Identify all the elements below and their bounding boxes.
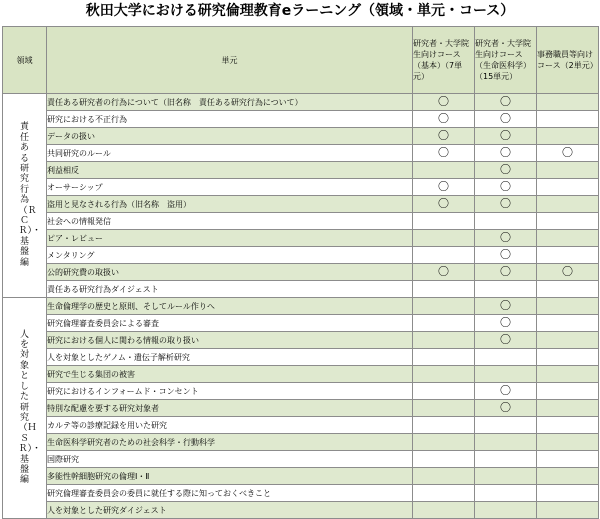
table-row xyxy=(3,128,599,145)
circle-mark-icon: 〇 xyxy=(500,231,511,244)
header-course-staff: 事務職員等向けコース（2単元） xyxy=(537,27,599,94)
course-mark-cell-3 xyxy=(537,264,599,281)
table-row xyxy=(3,315,599,332)
domain-hsr xyxy=(3,298,47,519)
table-row xyxy=(3,230,599,247)
unit-cell: 研究におけるインフォームド・コンセント xyxy=(47,383,413,400)
unit-cell: 生命倫理学の歴史と原則、そしてルール作りへ xyxy=(47,298,413,315)
course-mark-cell-1 xyxy=(413,315,475,332)
unit-cell: オーサーシップ xyxy=(47,179,413,196)
header-unit: 単元 xyxy=(47,27,413,94)
course-mark-cell-3 xyxy=(537,230,599,247)
course-mark-cell-3 xyxy=(537,196,599,213)
unit-cell: 責任ある研究者の行為について（旧名称 責任ある研究行為について） xyxy=(47,94,413,111)
circle-mark-icon: 〇 xyxy=(438,180,449,193)
course-table xyxy=(2,26,599,519)
course-mark-cell-2 xyxy=(475,264,537,281)
course-mark-cell-3 xyxy=(537,434,599,451)
table-row xyxy=(3,468,599,485)
course-mark-cell-3 xyxy=(537,213,599,230)
course-mark-cell-3 xyxy=(537,366,599,383)
unit-cell: データの扱い xyxy=(47,128,413,145)
course-mark-cell-1 xyxy=(413,298,475,315)
domain-rcr xyxy=(3,94,47,298)
circle-mark-icon: 〇 xyxy=(500,129,511,142)
course-mark-cell-2 xyxy=(475,383,537,400)
circle-mark-icon: 〇 xyxy=(500,299,511,312)
course-mark-cell-3 xyxy=(537,111,599,128)
course-mark-cell-1 xyxy=(413,400,475,417)
course-mark-cell-2 xyxy=(475,128,537,145)
table-row xyxy=(3,417,599,434)
course-mark-cell-1 xyxy=(413,502,475,519)
table-row xyxy=(3,451,599,468)
unit-cell: 多能性幹細胞研究の倫理Ⅰ・Ⅱ xyxy=(47,468,413,485)
course-mark-cell-3 xyxy=(537,400,599,417)
circle-mark-icon: 〇 xyxy=(500,180,511,193)
unit-cell: 研究で生じる集団の被害 xyxy=(47,366,413,383)
unit-cell: メンタリング xyxy=(47,247,413,264)
course-mark-cell-3 xyxy=(537,383,599,400)
unit-cell: 研究倫理審査委員会の委員に就任する際に知っておくべきこと xyxy=(47,485,413,502)
unit-cell: 特別な配慮を要する研究対象者 xyxy=(47,400,413,417)
table-row xyxy=(3,298,599,315)
circle-mark-icon: 〇 xyxy=(500,316,511,329)
circle-mark-icon: 〇 xyxy=(562,146,573,159)
table-row xyxy=(3,213,599,230)
unit-cell: 人を対象としたゲノム・遺伝子解析研究 xyxy=(47,349,413,366)
course-mark-cell-1 xyxy=(413,128,475,145)
course-mark-cell-1 xyxy=(413,349,475,366)
course-mark-cell-3 xyxy=(537,145,599,162)
circle-mark-icon: 〇 xyxy=(500,146,511,159)
header-row xyxy=(3,27,599,94)
table-row xyxy=(3,281,599,298)
course-mark-cell-3 xyxy=(537,315,599,332)
course-mark-cell-3 xyxy=(537,94,599,111)
header-course-biomedical: 研究者・大学院生向けコース（生命医科学）（15単元） xyxy=(475,27,537,94)
circle-mark-icon: 〇 xyxy=(562,265,573,278)
unit-cell: 国際研究 xyxy=(47,451,413,468)
course-mark-cell-1 xyxy=(413,468,475,485)
table-row xyxy=(3,111,599,128)
domain-label: 人を対象とした研究（ＨＳＲ）・基盤編 xyxy=(18,329,42,486)
course-mark-cell-2 xyxy=(475,145,537,162)
course-mark-cell-1 xyxy=(413,247,475,264)
table-row xyxy=(3,247,599,264)
table-row xyxy=(3,162,599,179)
table-row xyxy=(3,383,599,400)
course-mark-cell-1 xyxy=(413,451,475,468)
course-mark-cell-3 xyxy=(537,485,599,502)
circle-mark-icon: 〇 xyxy=(438,129,449,142)
table-row xyxy=(3,94,599,111)
course-mark-cell-1 xyxy=(413,94,475,111)
table-row xyxy=(3,196,599,213)
circle-mark-icon: 〇 xyxy=(438,146,449,159)
course-mark-cell-1 xyxy=(413,281,475,298)
course-mark-cell-2 xyxy=(475,451,537,468)
circle-mark-icon: 〇 xyxy=(438,95,449,108)
course-mark-cell-3 xyxy=(537,247,599,264)
unit-cell: 研究における不正行為 xyxy=(47,111,413,128)
circle-mark-icon: 〇 xyxy=(500,384,511,397)
course-mark-cell-3 xyxy=(537,468,599,485)
course-mark-cell-1 xyxy=(413,332,475,349)
unit-cell: 社会への情報発信 xyxy=(47,213,413,230)
course-mark-cell-2 xyxy=(475,247,537,264)
table-row xyxy=(3,264,599,281)
course-mark-cell-2 xyxy=(475,485,537,502)
unit-cell: 公的研究費の取扱い xyxy=(47,264,413,281)
course-mark-cell-1 xyxy=(413,111,475,128)
course-mark-cell-3 xyxy=(537,179,599,196)
course-mark-cell-2 xyxy=(475,94,537,111)
course-mark-cell-3 xyxy=(537,502,599,519)
table-row xyxy=(3,332,599,349)
unit-cell: ピア・レビュー xyxy=(47,230,413,247)
circle-mark-icon: 〇 xyxy=(500,163,511,176)
header-domain: 領域 xyxy=(3,27,47,94)
course-mark-cell-3 xyxy=(537,451,599,468)
course-mark-cell-2 xyxy=(475,417,537,434)
course-mark-cell-2 xyxy=(475,349,537,366)
course-mark-cell-1 xyxy=(413,145,475,162)
course-mark-cell-2 xyxy=(475,502,537,519)
course-mark-cell-2 xyxy=(475,213,537,230)
unit-cell: 研究倫理審査委員会による審査 xyxy=(47,315,413,332)
course-mark-cell-1 xyxy=(413,383,475,400)
course-mark-cell-1 xyxy=(413,162,475,179)
unit-cell: 人を対象とした研究ダイジェスト xyxy=(47,502,413,519)
table-row xyxy=(3,434,599,451)
course-mark-cell-3 xyxy=(537,162,599,179)
table-row xyxy=(3,349,599,366)
table-row xyxy=(3,145,599,162)
circle-mark-icon: 〇 xyxy=(500,248,511,261)
course-mark-cell-3 xyxy=(537,298,599,315)
course-mark-cell-1 xyxy=(413,417,475,434)
course-mark-cell-2 xyxy=(475,315,537,332)
course-mark-cell-2 xyxy=(475,111,537,128)
domain-label: 責任ある研究行為（ＲＣＲ）・基盤編 xyxy=(18,122,42,268)
unit-cell: 共同研究のルール xyxy=(47,145,413,162)
course-mark-cell-2 xyxy=(475,196,537,213)
course-mark-cell-1 xyxy=(413,230,475,247)
page-title: 秋田大学における研究倫理教育eラーニング（領域・単元・コース） xyxy=(85,3,515,19)
circle-mark-icon: 〇 xyxy=(438,112,449,125)
course-mark-cell-3 xyxy=(537,417,599,434)
circle-mark-icon: 〇 xyxy=(500,197,511,210)
course-mark-cell-3 xyxy=(537,332,599,349)
table-row xyxy=(3,366,599,383)
circle-mark-icon: 〇 xyxy=(500,265,511,278)
course-mark-cell-2 xyxy=(475,468,537,485)
course-mark-cell-1 xyxy=(413,264,475,281)
table-row xyxy=(3,179,599,196)
header-course-basic: 研究者・大学院生向けコース（基本）（7単元） xyxy=(413,27,475,94)
course-mark-cell-2 xyxy=(475,434,537,451)
course-mark-cell-1 xyxy=(413,179,475,196)
unit-cell: 利益相反 xyxy=(47,162,413,179)
circle-mark-icon: 〇 xyxy=(500,333,511,346)
course-mark-cell-2 xyxy=(475,179,537,196)
course-mark-cell-1 xyxy=(413,213,475,230)
course-mark-cell-2 xyxy=(475,281,537,298)
circle-mark-icon: 〇 xyxy=(438,197,449,210)
course-mark-cell-1 xyxy=(413,366,475,383)
table-row xyxy=(3,502,599,519)
table-row xyxy=(3,485,599,502)
course-mark-cell-2 xyxy=(475,230,537,247)
circle-mark-icon: 〇 xyxy=(500,95,511,108)
circle-mark-icon: 〇 xyxy=(438,265,449,278)
course-mark-cell-1 xyxy=(413,485,475,502)
course-mark-cell-2 xyxy=(475,366,537,383)
course-mark-cell-2 xyxy=(475,162,537,179)
course-mark-cell-2 xyxy=(475,298,537,315)
circle-mark-icon: 〇 xyxy=(500,112,511,125)
course-mark-cell-2 xyxy=(475,332,537,349)
course-mark-cell-3 xyxy=(537,349,599,366)
unit-cell: 盗用と見なされる行為（旧名称 盗用） xyxy=(47,196,413,213)
circle-mark-icon: 〇 xyxy=(500,401,511,414)
unit-cell: 生命医科学研究者のための社会科学・行動科学 xyxy=(47,434,413,451)
course-mark-cell-3 xyxy=(537,128,599,145)
unit-cell: カルテ等の診療記録を用いた研究 xyxy=(47,417,413,434)
course-mark-cell-1 xyxy=(413,196,475,213)
table-row xyxy=(3,400,599,417)
course-mark-cell-1 xyxy=(413,434,475,451)
course-mark-cell-3 xyxy=(537,281,599,298)
unit-cell: 責任ある研究行為ダイジェスト xyxy=(47,281,413,298)
unit-cell: 研究における個人に関わる情報の取り扱い xyxy=(47,332,413,349)
course-mark-cell-2 xyxy=(475,400,537,417)
